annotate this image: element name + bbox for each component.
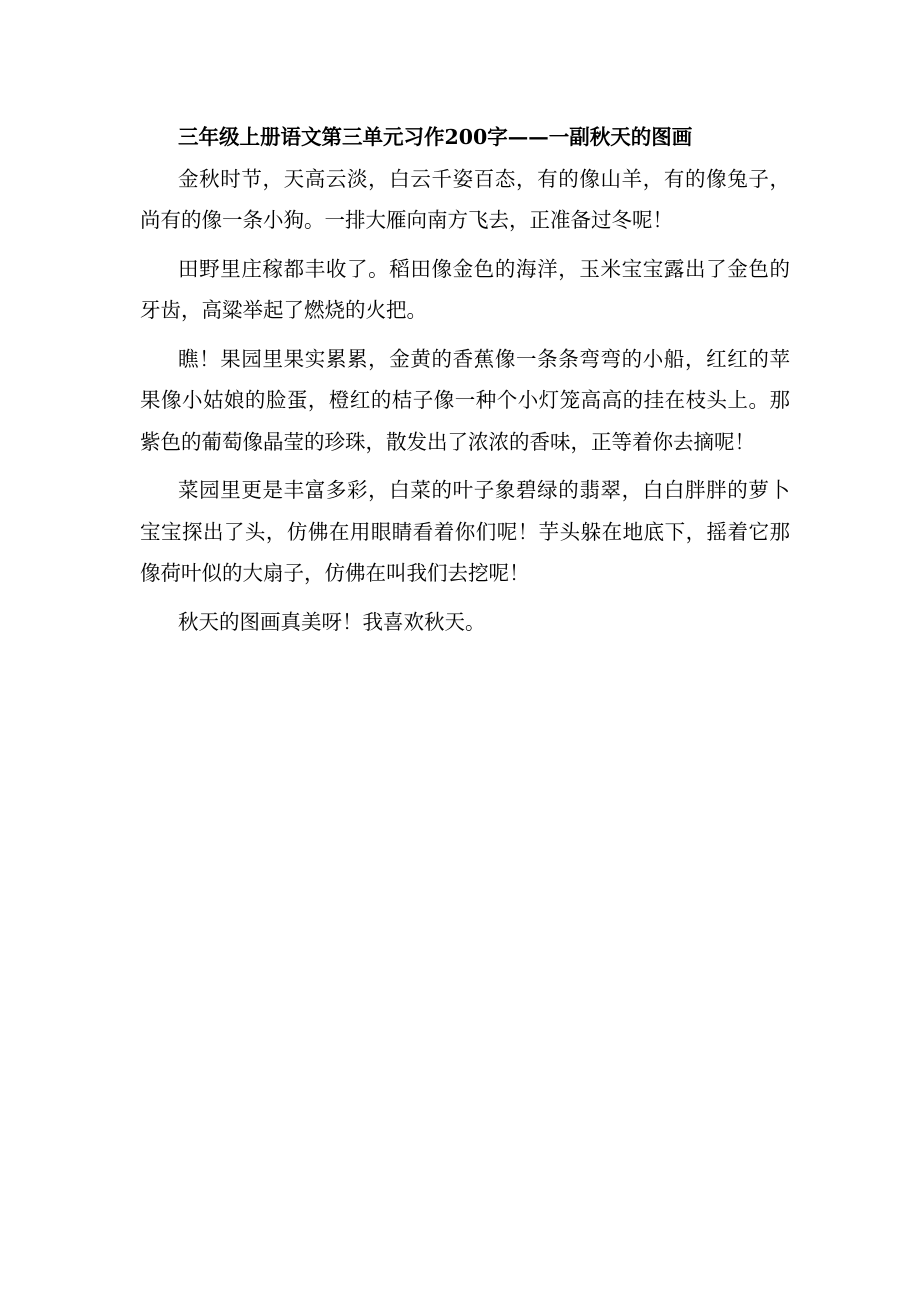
paragraph-fields: 田野里庄稼都丰收了。稻田像金色的海洋，玉米宝宝露出了金色的牙齿，高粱举起了燃烧的火把。 — [140, 256, 790, 322]
paragraph-vegetable-garden: 菜园里更是丰富多彩，白菜的叶子象碧绿的翡翠，白白胖胖的萝卜宝宝探出了头，仿佛在用眼睛看着你们呢！芋头躲在地底下，摇着它那像荷叶似的大扇子，仿佛在叫我们去挖呢！ — [140, 478, 790, 585]
paragraph-conclusion: 秋天的图画真美呀！我喜欢秋天。 — [178, 609, 486, 634]
essay-body — [140, 117, 790, 643]
paragraph-sky: 金秋时节，天高云淡，白云千姿百态，有的像山羊，有的像兔子，尚有的像一条小狗。一排大雁向南方飞去，正准备过冬呢！ — [140, 166, 790, 232]
paragraph-orchard: 瞧！果园里果实累累，金黄的香蕉像一条条弯弯的小船，红红的苹果像小姑娘的脸蛋，橙红的桔子像一种个小灯笼高高的挂在枝头上。那紫色的葡萄像晶莹的珍珠，散发出了浓浓的香味，正等着你去摘呢！ — [140, 346, 790, 454]
essay-title: 三年级上册语文第三单元习作200字——一副秋天的图画 — [178, 125, 693, 149]
